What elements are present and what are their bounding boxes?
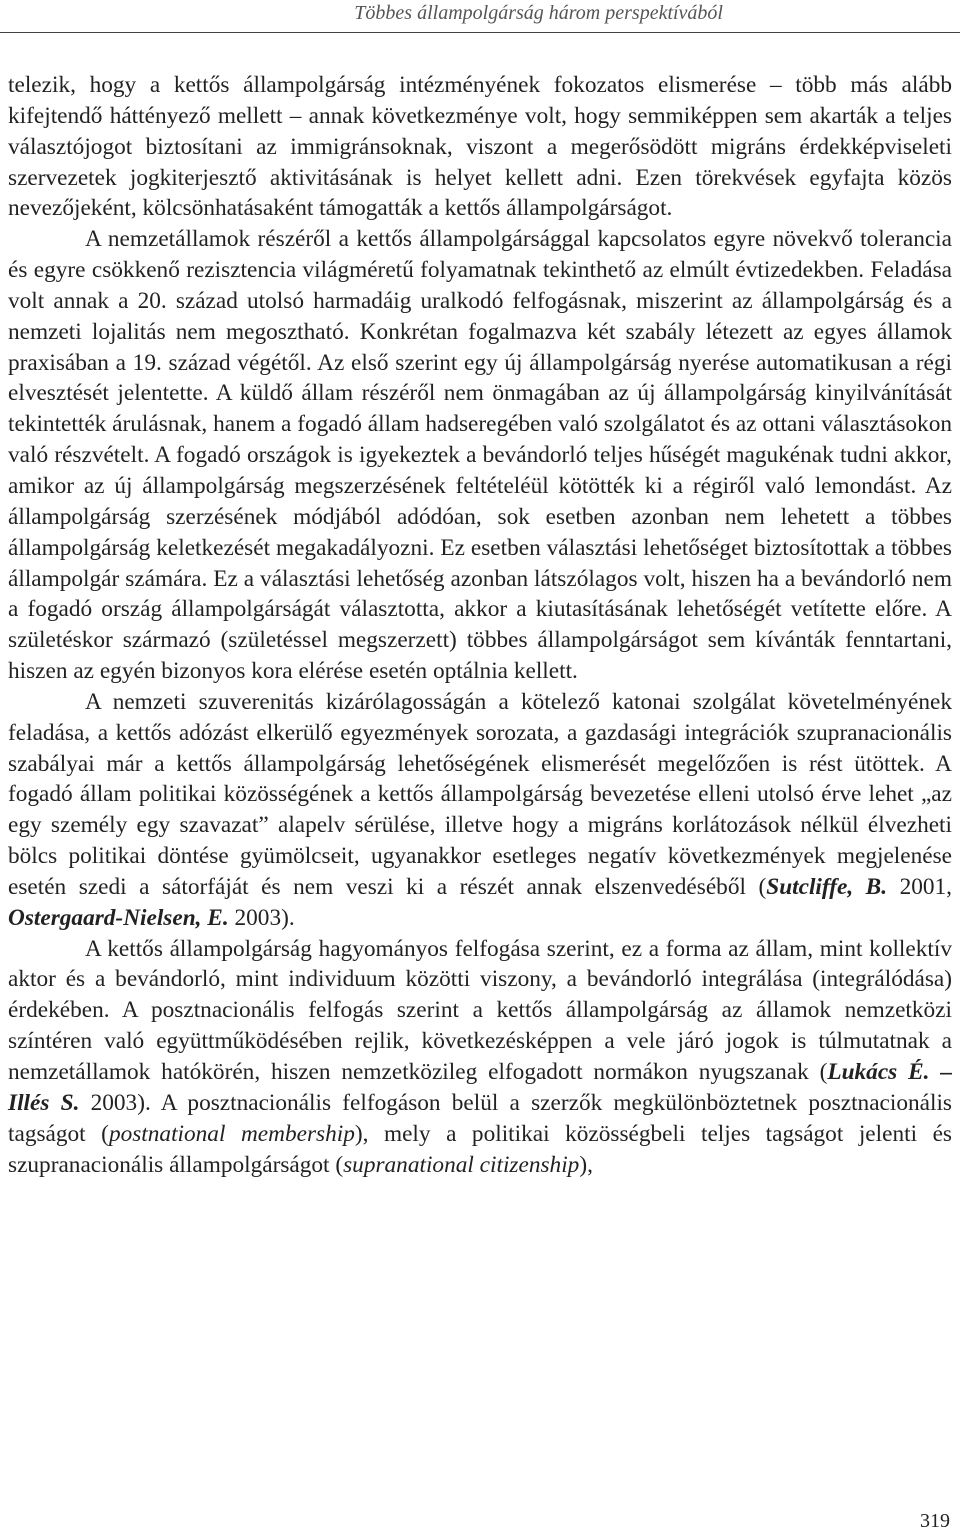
term-postnational-membership: postnational membership [108, 1120, 355, 1147]
running-title: Többes állampolgárság három perspektívából [354, 2, 723, 24]
paragraph-3-text: A nemzeti szuverenitás kizárólagosságán a kötelező katonai szolgálat követelményének feladása, a kettős adózást elkerülő egyezmények sorozata, a gazdasági integrációk szupranacionális szabályai már a kettős állampolgárság lehetőségének elismerését megelőzően is rést ütöttek. A fogadó állam politikai közösségének a kettős állampolgárság bevezetése elleni utolsó érve lehet „az egy személy egy szavazat” alapelv sérülése, illetve hogy a migráns korlátozások nélkül élvezheti bölcs politikai döntése gyümölcseit, ugyanakkor esetleges negatív következmények megjelenése esetén szedi a sátorfáját és nem veszi ki a részét annak elszenvedéséből ( [8, 688, 952, 900]
paragraph-1: telezik, hogy a kettős állampolgárság intézményének fokozatos elismerése – több más alább kifejtendő háttényező mellett – annak következménye volt, hogy semmiképpen sem akarták a teljes választójogot biztosítani az immigránsoknak, viszont a megerősödött migráns érdekképviseleti szervezetek jogkiterjesztő aktivitásának is helyet kellett adni. Ezen törekvések egyfajta közös nevezőjeként, kölcsönhatásaként támogatták a kettős állampolgárságot. [8, 72, 952, 222]
paragraph-3 [8, 687, 952, 934]
paragraph-2: A nemzetállamok részéről a kettős állampolgársággal kapcsolatos egyre növekvő tolerancia és egyre csökkenő rezisztencia világméretű folyamatnak tekinthető az elmúlt évtizedekben. Feladása volt annak a 20. század utolsó harmadáig uralkodó felfogásnak, miszerint az állampolgárság és a nemzeti lojalitás nem megosztható. Konkrétan fogalmazva két szabály létezett az egyes államok praxisában a 19. század végétől. Az első szerint egy új állampolgárság nyerése automatikusan a régi elvesztését jelentette. A küldő állam részéről nem önmagában az új állampolgárság kinyilvánítását tekintették árulásnak, hanem a fogadó állam hadseregében való szolgálatot és az ottani választásokon való részvételt. A fogadó országok is igyekeztek a bevándorló teljes hűségét magukénak tudni akkor, amikor az új állampolgárság megszerzésének feltételéül kötötték ki a régiről való lemondást. Az állampolgárság szerzésének módjából adódóan, sok esetben azonban nem lehetett a többes állampolgárság keletkezését megakadályozni. Ez esetben választási lehetőséget biztosítottak a többes állampolgár számára. Ez a választási lehetőség azonban látszólagos volt, hiszen ha a bevándorló nem a fogadó ország állampolgárságát választotta, akkor a kiutasításának lehetőségét vetítette előre. A születéskor származó (születéssel megszerzett) többes állampolgárságot sem kívánták fenntartani, hiszen az egyén bizonyos kora elérése esetén optálnia kellett. [8, 226, 952, 685]
citation-year-2: 2003). [228, 904, 295, 931]
paragraph-4-end: ), [579, 1151, 593, 1178]
citation-author-1: Sutcliffe, B. [766, 873, 888, 900]
citation-author-2: Ostergaard-Nielsen, E. [8, 904, 229, 931]
paragraph-4-text: A kettős állampolgárság hagyományos felfogása szerint, ez a forma az állam, mint kollektív aktor és a bevándorló, mint individuum közötti viszony, a bevándorló integrálása (integrálódása) érdekében. A posztnacionális felfogás szerint a kettős állampolgárság az államok nemzetközi színtéren való együttműködésében rejlik, következésképpen a vele járó jogok is túlmutatnak a nemzetállamok hatókörén, hiszen nemzetközileg elfogadott normákon nyugszanak ( [8, 935, 952, 1085]
term-supranational-citizenship: supranational citizenship [343, 1151, 580, 1178]
paragraph-4-after-ref: 2003). A posztnacionális felfogáson belül a szerzők megkülönböztetnek posztnacionális tagságot ( [8, 1089, 952, 1147]
running-header [0, 0, 960, 33]
citation-author-3: Lukács É. – Illés S. [8, 1059, 952, 1116]
page-number: 319 [920, 1510, 950, 1532]
citation-year-1: 2001, [887, 873, 952, 900]
paragraph-4-mid: ), mely a politikai közösségbeli teljes tagságot jelenti és szupranacionális állampolgárságot ( [8, 1120, 952, 1178]
paragraph-4 [8, 934, 952, 1181]
body-text [8, 70, 952, 1180]
